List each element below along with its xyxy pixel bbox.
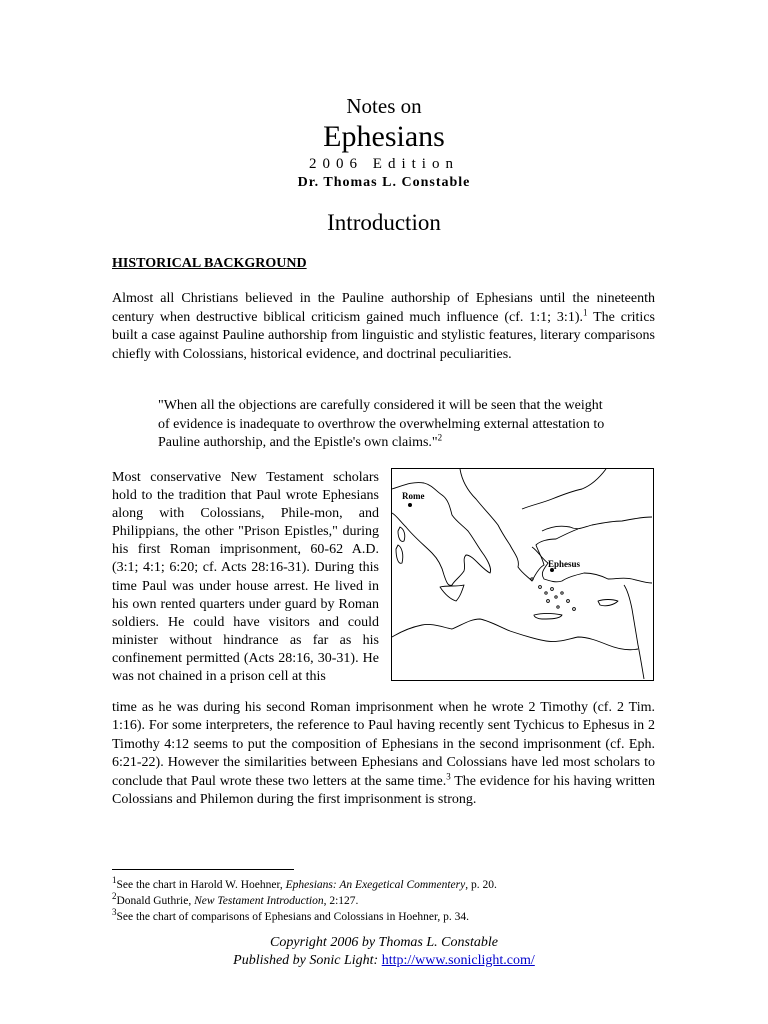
- island-1: [539, 586, 542, 589]
- levant-coast: [624, 585, 644, 679]
- crete: [534, 614, 562, 620]
- mediterranean-map: [391, 468, 654, 681]
- rome-label: Rome: [402, 491, 425, 501]
- island-10: [531, 578, 533, 580]
- paragraph-1: [112, 290, 655, 364]
- footnote-1-pre: See the chart in Harold W. Hoehner,: [116, 879, 286, 891]
- ephesus-label: Ephesus: [548, 559, 581, 569]
- footnote-divider: [112, 869, 294, 870]
- footnote-1-book: Ephesians: An Exegetical Commentery: [285, 879, 466, 891]
- island-8: [557, 606, 559, 608]
- footnote-3-number: 3: [112, 907, 117, 918]
- section-heading: HISTORICAL BACKGROUND: [112, 256, 307, 271]
- footnote-ref-3[interactable]: 3: [446, 770, 451, 781]
- footnote-2-post: , 2:127.: [323, 895, 359, 907]
- island-2: [545, 592, 547, 594]
- edition-line: 2006 Edition: [309, 156, 459, 172]
- notes-on-line: Notes on: [346, 94, 422, 118]
- footnote-ref-1[interactable]: 1: [582, 306, 588, 317]
- island-7: [567, 600, 570, 603]
- black-sea-shore: [522, 469, 606, 509]
- anatolia-north: [542, 517, 652, 531]
- island-5: [547, 600, 550, 603]
- paragraph-1-end: The critics built a case against Pauline authorship from linguistic and stylistic features, literary comparisons chiefly with Colossians, historical evidence, and doctrinal peculiarities.: [112, 309, 655, 362]
- publisher-line: [0, 952, 768, 970]
- footnote-2-book: New Testament Introduction: [194, 895, 324, 907]
- corsica: [398, 527, 405, 541]
- footnote-1-post: , p. 20.: [465, 879, 497, 891]
- footnote-1: [112, 877, 672, 893]
- north-africa-coast: [392, 619, 638, 650]
- island-4: [555, 596, 557, 598]
- rome-marker: [408, 503, 412, 507]
- sardinia: [396, 545, 403, 563]
- paragraph-2-column: Most conservative New Testament scholars hold to the tradition that Paul wrote Ephesians along with Colossians, Phile-mon, and Philippians, the other "Prison Epistles," during his first Roman imprisonment, 60-62 A.D. (3:1; 4:1; 6:20; cf. Acts 28:16-31). During this time Paul was under house arrest. He lived in his own rented quarters under guard by Roman soldiers. He could have visitors and could minister without hindrance as far as his confinement permitted (Acts 28:16, 30-31). He was not chained in a prison cell at this: [112, 470, 379, 685]
- paragraph-2-rest-text: time as he was during his second Roman imprisonment when he wrote 2 Timothy (cf. 2 Tim. 1:16). For some interpreters, the reference to Paul having recently sent Tychicus to Ephesus in 2 Timothy 4:12 seems to put the composition of Ephesians in the second imprisonment (cf. Eph. 6:21-22). However the similarities between Ephesians and Colossians have led most scholars to conclude that Paul wrote these two letters at the same time.: [112, 700, 655, 789]
- island-9: [573, 608, 576, 611]
- footnote-3: [112, 909, 672, 925]
- document-title: Ephesians: [323, 120, 445, 153]
- copyright-line: Copyright 2006 by Thomas L. Constable: [270, 935, 498, 950]
- footnote-ref-2[interactable]: 2: [437, 432, 443, 443]
- block-quote: [158, 397, 610, 453]
- author-line: Dr. Thomas L. Constable: [297, 175, 471, 190]
- footnote-2-number: 2: [112, 891, 117, 902]
- footnote-2-pre: Donald Guthrie,: [116, 895, 195, 907]
- footnote-1-number: 1: [112, 875, 117, 886]
- paragraph-1-text: Almost all Christians believed in the Pauline authorship of Ephesians until the nineteenth century when destructive biblical criticism gained much influence (cf. 1:1; 3:1).: [112, 291, 655, 325]
- publisher-label: Published by Sonic Light:: [233, 953, 382, 968]
- cyprus: [598, 600, 618, 606]
- paragraph-2-end: The evidence for his having written Colossians and Philemon during the first imprisonment is strong.: [112, 773, 655, 808]
- island-6: [561, 592, 563, 594]
- website-link[interactable]: http://www.soniclight.com/: [381, 953, 535, 968]
- island-3: [551, 588, 554, 591]
- block-quote-text: "When all the objections are carefully considered it will be seen that the weight of evidence is inadequate to overthrow the overwhelming external attestation to Pauline authorship, and the Epistle's own claims.": [158, 398, 605, 450]
- footnote-3-text: See the chart of comparisons of Ephesians and Colossians in Hoehner, p. 34.: [116, 911, 469, 923]
- map-drawing: [392, 469, 652, 679]
- footnote-2: [112, 893, 672, 909]
- sicily: [440, 585, 464, 601]
- paragraph-2-continued: [112, 699, 655, 809]
- section-title: Introduction: [327, 210, 441, 235]
